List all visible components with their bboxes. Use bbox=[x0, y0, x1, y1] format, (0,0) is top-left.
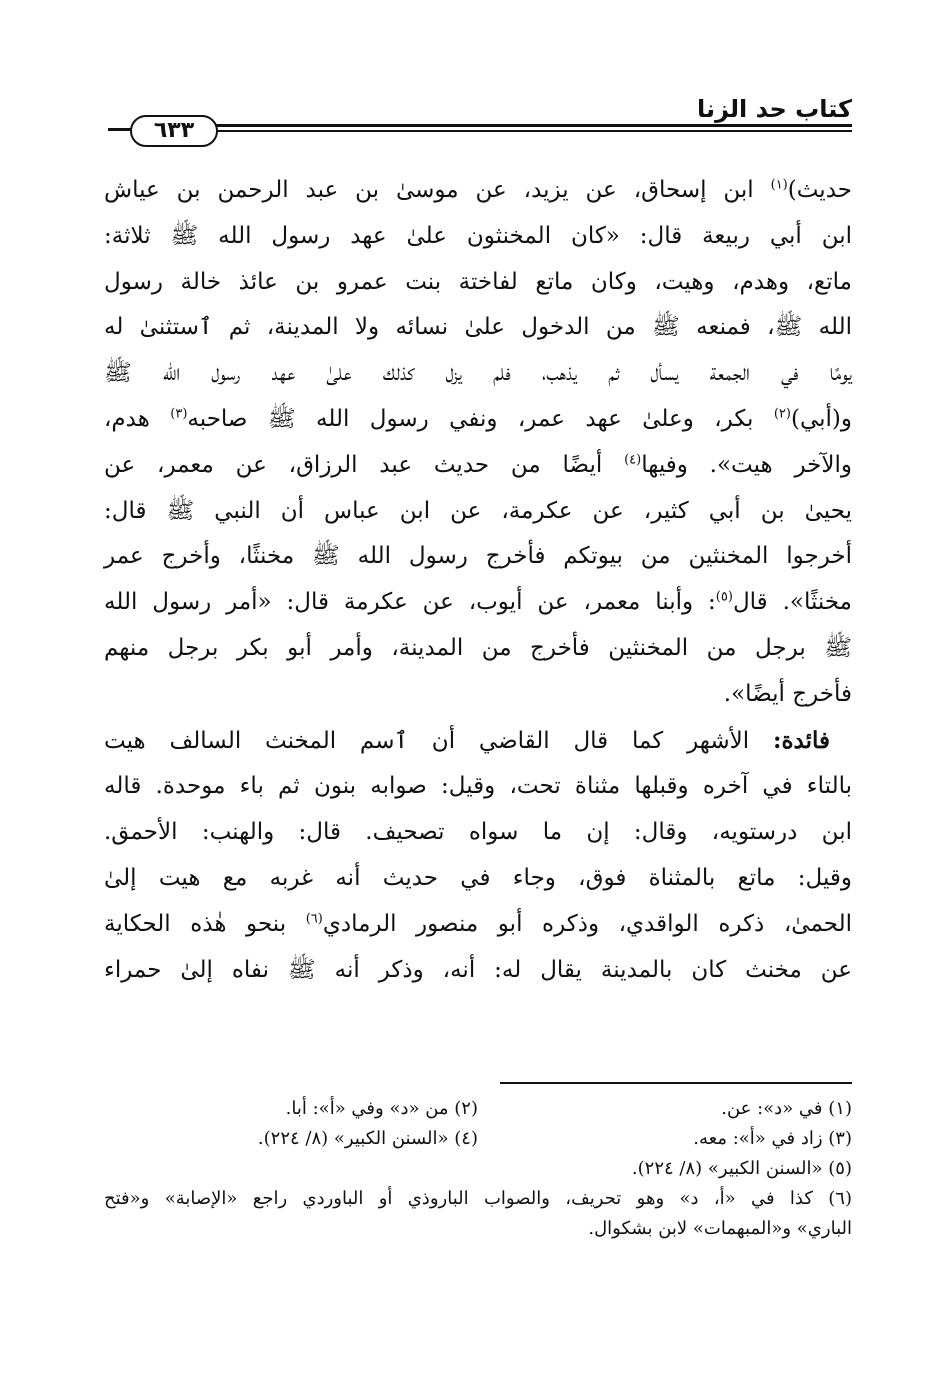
benefit-line-6: عن مخنث كان بالمدينة يقال له: أنه، وذكر أنه ﷺ نفاه إلىٰ حمراء bbox=[104, 956, 852, 983]
footnote-5: (٥) «السنن الكبير» (٨/ ٢٢٤). bbox=[631, 1158, 852, 1179]
paragraph-hadith bbox=[104, 168, 852, 718]
header-rule-left bbox=[108, 128, 132, 131]
main-text bbox=[104, 168, 852, 993]
footnote-2: (٢) من «د» وفي «أ»: أبا. bbox=[285, 1098, 478, 1119]
benefit-text: الأشهر كما قال القاضي أن ٱسم المخنث السالف هيت bbox=[104, 727, 773, 754]
page-number-frame bbox=[130, 115, 218, 147]
hadith-line-5: يومًا في الجمعة يسأل ثم يذهب، فلم يزل كذلك علىٰ عهد رسول الله ﷺ bbox=[104, 360, 852, 387]
hadith-line-12: فأخرج أيضًا». bbox=[723, 680, 852, 707]
footnote-1: (١) في «د»: عن. bbox=[721, 1098, 852, 1119]
footnote-row bbox=[104, 1094, 852, 1124]
benefit-label: فائدة: bbox=[772, 726, 830, 754]
hadith-line-3: ماتع، وهدم، وهيت، وكان ماتع لفاختة بنت عمرو بن عائذ خالة رسول bbox=[104, 268, 852, 295]
page-number: ٦٣٣ bbox=[153, 118, 195, 143]
hadith-line-4: الله ﷺ، فمنعه ﷺ من الدخول علىٰ نسائه ولا المدينة، ثم ٱستثنىٰ له bbox=[104, 314, 852, 341]
hadith-line-7: والآخر هيت». وفيها$^{(٤)}$ أيضًا من حديث عبد الرزاق، عن معمر، عن bbox=[104, 451, 852, 478]
footnote-4: (٤) «السنن الكبير» (٨/ ٢٢٤). bbox=[257, 1128, 478, 1149]
benefit-line-4: وقيل: ماتع بالمثناة فوق، وجاء في حديث أنه غربه مع هيت إلىٰ bbox=[104, 864, 852, 891]
hadith-line-10: مخنثًا». قال$^{(٥)}$: وأبنا معمر، عن أيوب، عن عكرمة قال: «أمر رسول الله bbox=[104, 589, 853, 616]
benefit-line-2: بالتاء في آخره وقبلها مثناة تحت، وقيل: صوابه بنون ثم باء موحدة. قاله bbox=[104, 773, 852, 800]
hadith-line-8: يحيىٰ بن أبي كثير، عن عكرمة، عن ابن عباس أن النبي ﷺ قال: bbox=[104, 497, 852, 524]
header-rule-thin bbox=[208, 130, 852, 132]
hadith-line-11: ﷺ برجل من المخنثين فأخرج من المدينة، وأمر أبو بكر برجل منهم bbox=[104, 634, 852, 661]
footnotes bbox=[104, 1094, 852, 1244]
benefit-line-1 bbox=[104, 718, 852, 765]
benefit-line-3: ابن درستويه، وقال: إن ما سواه تصحيف. قال: والهنب: الأحمق. bbox=[104, 819, 852, 846]
footnote-6-line-2: الباري» و«المبهمات» لابن بشكوال. bbox=[588, 1218, 852, 1239]
footnote-separator bbox=[500, 1082, 852, 1084]
hadith-line-1: حديث)$^{(١)}$ ابن إسحاق، عن يزيد، عن موسىٰ بن عبد الرحمن بن عياش bbox=[104, 177, 852, 203]
running-title: كتاب حد الزنا bbox=[697, 95, 852, 123]
page-header bbox=[108, 92, 852, 152]
paragraph-benefit bbox=[104, 718, 852, 994]
hadith-line-9: أخرجوا المخنثين من بيوتكم فأخرج رسول الله ﷺ مخنثًا، وأخرج عمر bbox=[104, 543, 852, 570]
footnote-row bbox=[104, 1154, 852, 1184]
hadith-line-6: و(أبي)$^{(٢)}$ بكر، وعلىٰ عهد عمر، ونفي رسول الله ﷺ صاحبه$^{(٣)}$ هدم، bbox=[104, 405, 852, 432]
benefit-line-5: الحمىٰ، ذكره الواقدي، وذكره أبو منصور الرمادي$^{(٦)}$ بنحو هٰذه الحكاية bbox=[104, 910, 852, 937]
footnote-3: (٣) زاد في «أ»: معه. bbox=[693, 1128, 852, 1149]
header-rule-thick bbox=[208, 124, 852, 127]
footnote-6-line-1: (٦) كذا في «أ، د» وهو تحريف، والصواب الباروذي أو الباوردي راجع «الإصابة» و«فتح bbox=[104, 1188, 852, 1209]
footnote-row bbox=[104, 1124, 852, 1154]
hadith-line-2: ابن أبي ربيعة قال: «كان المخنثون علىٰ عهد رسول الله ﷺ ثلاثة: bbox=[104, 222, 852, 249]
